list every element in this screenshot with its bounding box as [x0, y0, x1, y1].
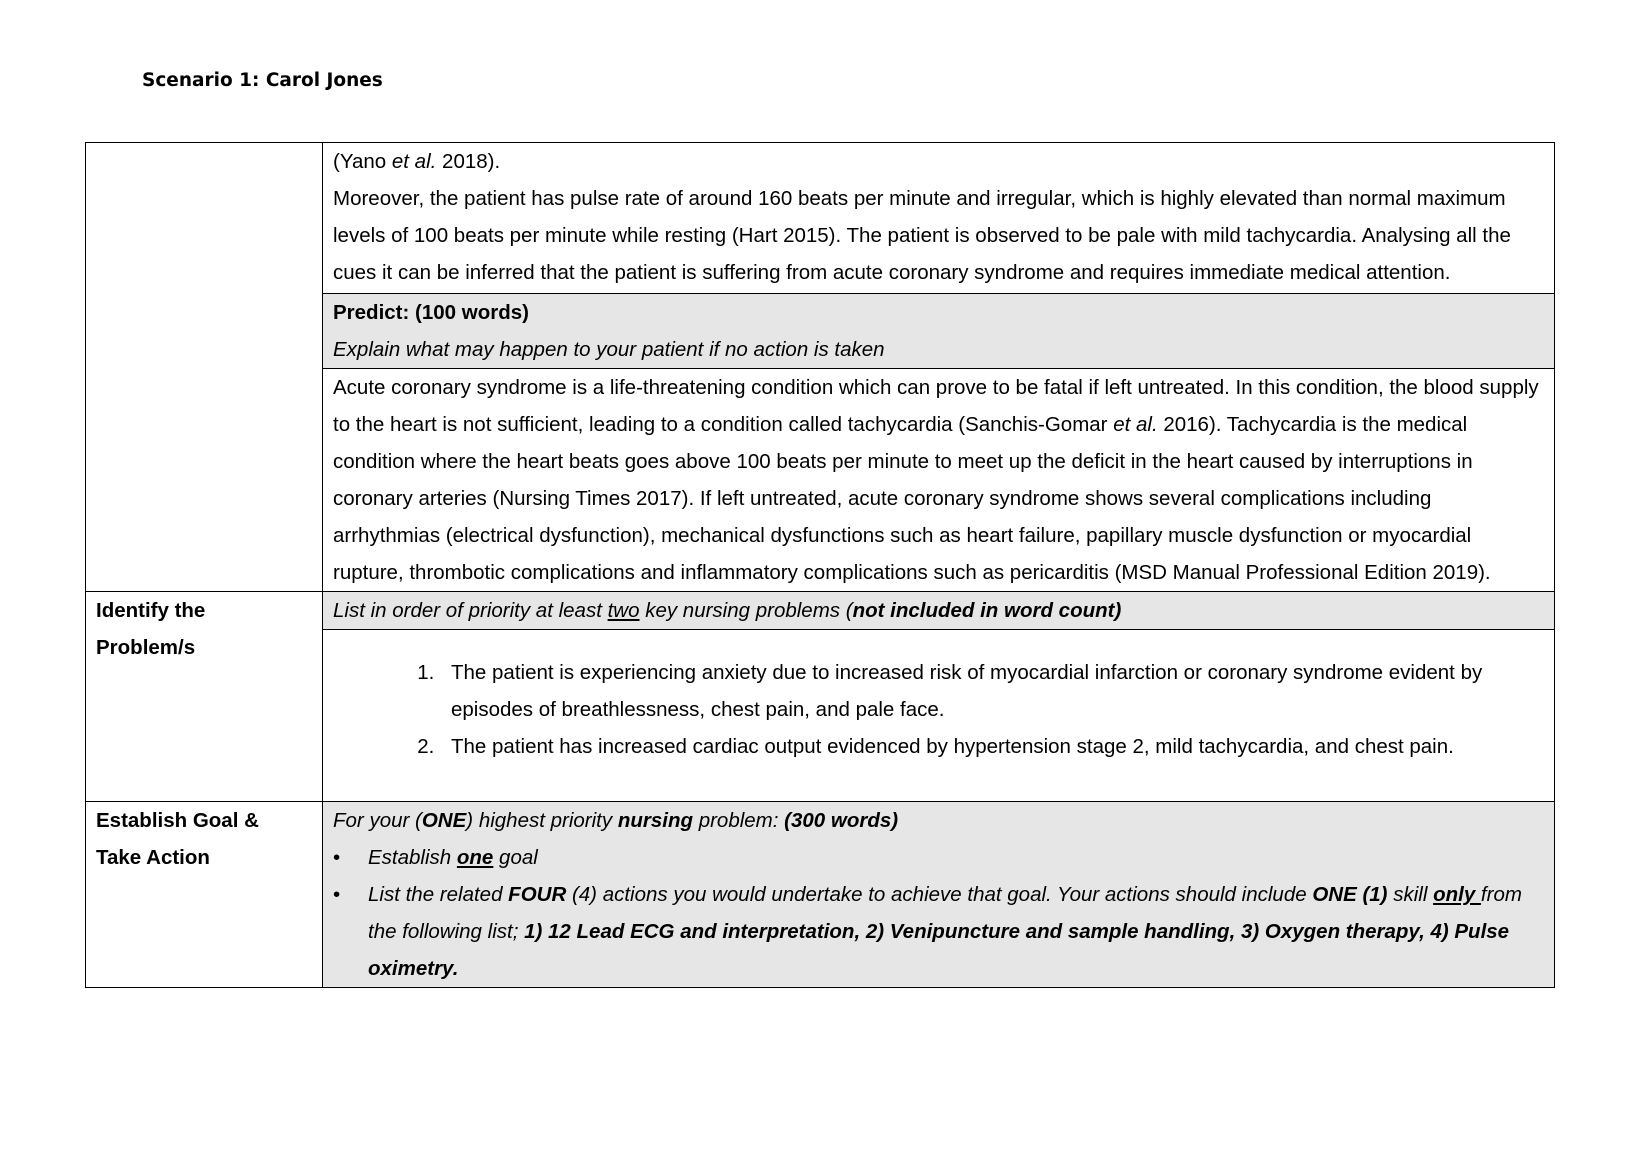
problems-cell[interactable] — [323, 630, 1555, 802]
goal-label-cell — [86, 802, 323, 988]
table-row — [86, 592, 1555, 630]
identify-label-cell — [86, 592, 323, 802]
identify-prompt: List in order of priority at least two key nursing problems (not included in word count) — [333, 599, 1122, 622]
list-item: • List the related FOUR (4) actions you would undertake to achieve that goal. Your actions should include ONE (1) skill only from the following list; 1) 12 Lead ECG and interpretation, 2) Venipuncture and sample handling, 3) Oxygen therapy, 4) Pulse oximetry. — [368, 876, 1544, 987]
page-title: Scenario 1: Carol Jones — [142, 70, 383, 91]
goal-label: Establish Goal & — [96, 809, 259, 832]
analysis-cell[interactable] — [323, 143, 1555, 294]
blank-label-cell — [86, 143, 323, 592]
care-plan-table — [85, 142, 1555, 988]
predict-answer-cell[interactable] — [323, 369, 1555, 592]
predict-prompt: Explain what may happen to your patient if no action is taken — [333, 338, 885, 361]
problem-list — [333, 654, 1544, 765]
predict-heading: Predict: (100 words) — [333, 301, 529, 324]
predict-heading-cell — [323, 294, 1555, 369]
goal-label-2: Take Action — [96, 846, 210, 869]
goal-intro: For your (ONE) highest priority nursing problem: (300 words) — [333, 809, 899, 832]
citation-line: (Yano et al. 2018). — [333, 150, 501, 173]
identify-prompt-cell — [323, 592, 1555, 630]
list-item: 2. The patient has increased cardiac output evidenced by hypertension stage 2, mild tachycardia, and chest pain. — [440, 728, 1544, 765]
identify-label: Identify the — [96, 599, 206, 622]
goal-prompt-cell — [323, 802, 1555, 988]
identify-label-2: Problem/s — [96, 636, 196, 659]
table-row — [86, 802, 1555, 988]
table-row — [86, 143, 1555, 294]
goal-instructions — [333, 839, 1544, 987]
list-item: • Establish one goal — [368, 839, 1544, 876]
analysis-paragraph: Moreover, the patient has pulse rate of around 160 beats per minute and irregular, which is highly elevated than normal maximum levels of 100 beats per minute while resting (Hart 2015). The patient is observed to be pale with mild tachycardia. Analysing all the cues it can be inferred that the patient is suffering from acute coronary syndrome and requires immediate medical attention. — [333, 187, 1511, 284]
predict-answer: Acute coronary syndrome is a life-threatening condition which can prove to be fatal if left untreated. In this condition, the blood supply to the heart is not sufficient, leading to a condition called tachycardia (Sanchis-Gomar et al. 2016). Tachycardia is the medical condition where the heart beats goes above 100 beats per minute to meet up the deficit in the heart caused by interruptions in coronary arteries (Nursing Times 2017). If left untreated, acute coronary syndrome shows several complications including arrhythmias (electrical dysfunction), mechanical dysfunctions such as heart failure, papillary muscle dysfunction or myocardial rupture, thrombotic complications and inflammatory complications such as pericarditis (MSD Manual Professional Edition 2019). — [333, 376, 1539, 584]
list-item: 1. The patient is experiencing anxiety due to increased risk of myocardial infarction or coronary syndrome evident by episodes of breathlessness, chest pain, and pale face. — [440, 654, 1544, 728]
